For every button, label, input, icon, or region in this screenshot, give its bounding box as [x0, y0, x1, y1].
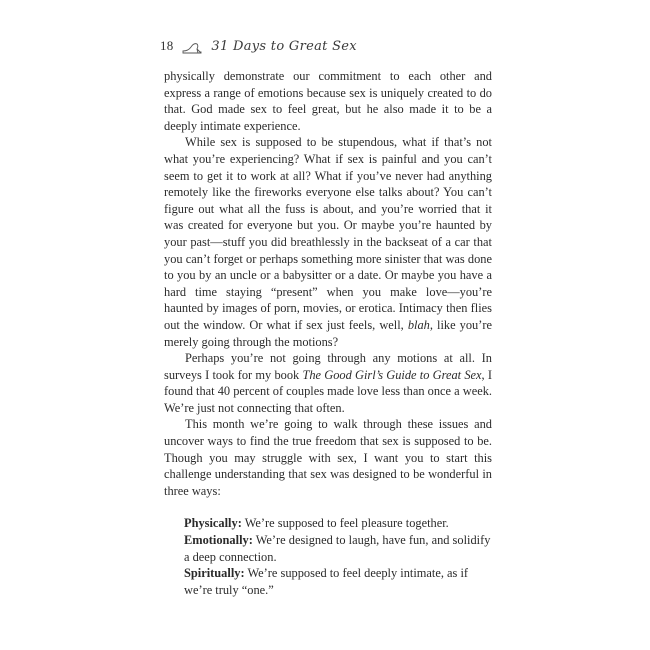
list-item	[184, 532, 492, 565]
list-item-text: We’re supposed to feel deeply intimate, as if we’re truly “one.”	[184, 566, 469, 597]
list-item	[184, 515, 492, 532]
running-title: 31 Days to Great Sex	[211, 38, 357, 54]
list-item-term: Spiritually:	[184, 566, 245, 581]
three-ways-list	[164, 515, 492, 598]
paragraph-2-part-b: like you’re merely going through the motions?	[164, 317, 492, 349]
list-item-text: We’re supposed to feel pleasure together.	[241, 516, 449, 531]
page-number: 18	[160, 38, 174, 53]
paragraph-2	[164, 134, 492, 350]
list-item-term: Physically:	[184, 516, 242, 531]
list-item-term: Emotionally:	[184, 533, 253, 548]
paragraph-4: This month we’re going to walk through these issues and uncover ways to find the true freedom that sex is supposed to be. Though you may struggle with sex, I want you to start this challenge understanding that sex was designed to be wonderful in three ways:	[164, 417, 492, 498]
body-text	[164, 68, 492, 598]
list-item	[184, 565, 492, 598]
paragraph-3-part-b: , I found that 40 percent of couples made love less than once a week. We’re just not connecting that often.	[164, 367, 492, 415]
paragraph-3-part-a: Perhaps you’re not going through any motions at all. In surveys I took for my book	[164, 351, 492, 382]
list-item-text: We’re designed to laugh, have fun, and solidify a deep connection.	[184, 533, 491, 564]
page-header	[160, 34, 357, 58]
paragraph-3	[164, 350, 492, 416]
high-heel-shoe-icon	[181, 38, 203, 54]
book-title-emphasis: The Good Girl’s Guide to Great Sex	[302, 367, 482, 382]
paragraph-2-part-a: While sex is supposed to be stupendous, what if that’s not what you’re experiencing? What if sex is painful and you can’t seem to get it to work at all? What if you’ve never had anything remotely like the fireworks everyone else talks about? You can’t figure out what all the fuss is about, and you’re worried that it was created for everyone but you. Or maybe you’re haunted by your past—stuff you did breathlessly in the backseat of a car that you can’t forget or perhaps something more sinister that was done to you by an uncle or a babysitter or a date. Or maybe you have a hard time staying “present” when you make love—you’re haunted by images of porn, movies, or erotica. Intimacy then flies out the window. Or what if sex just feels, well,	[164, 135, 492, 332]
paragraph-2-emphasis: blah,	[407, 317, 433, 332]
paragraph-1: physically demonstrate our commitment to each other and express a range of emotions because sex is uniquely created to do that. God made sex to feel great, but he also made it to be a deeply intimate experience.	[164, 69, 492, 133]
